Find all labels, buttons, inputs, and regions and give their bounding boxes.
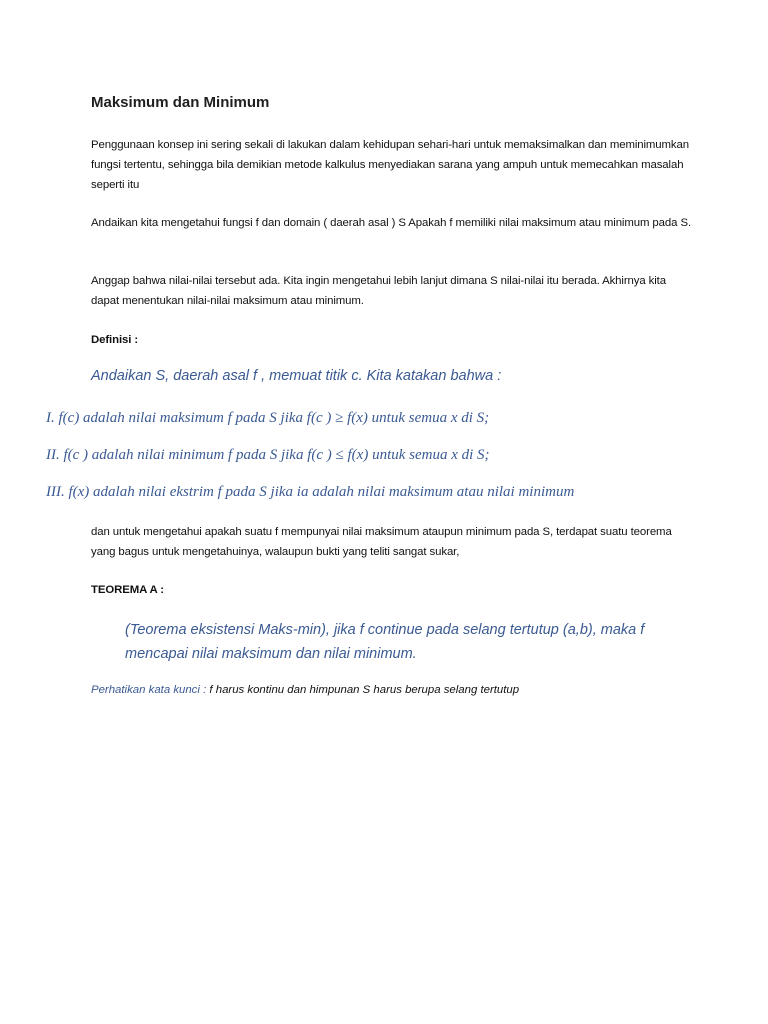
definition-intro: Andaikan S, daerah asal f , memuat titik c. Kita katakan bahwa :: [91, 368, 502, 384]
key-note: [91, 684, 519, 696]
theorem-statement: (Teorema eksistensi Maks-min), jika f continue pada selang tertutup (a,b), maka f mencapai nilai maksimum dan nilai minimum.: [125, 622, 645, 662]
teorema-label: TEOREMA A :: [91, 584, 164, 596]
paragraph-assumption: Anggap bahwa nilai-nilai tersebut ada. Kita ingin mengetahui lebih lanjut dimana S nilai-nilai itu berada. Akhirnya kita dapat menentukan nilai-nilai maksimum atau minimum.: [91, 275, 666, 307]
paragraph-theorem-intro: dan untuk mengetahui apakah suatu f mempunyai nilai maksimum ataupun minimum pada S, terdapat suatu teorema yang bagus untuk mengetahuinya, walaupun bukti yang teliti sangat sukar,: [91, 526, 672, 558]
paragraph-intro: Penggunaan konsep ini sering sekali di lakukan dalam kehidupan sehari-hari untuk memaksimalkan dan meminimumkan fungsi tertentu, sehingga bila demikian metode kalkulus menyediakan sarana yang ampuh untuk memecahkan masalah seperti itu: [91, 139, 689, 191]
definition-item-extreme: III. f(x) adalah nilai ekstrim f pada S jika ia adalah nilai maksimum atau nilai minimum: [46, 484, 575, 500]
definition-item-minimum: II. f(c ) adalah nilai minimum f pada S jika f(c ) ≤ f(x) untuk semua x di S;: [46, 447, 490, 463]
definition-item-maximum: I. f(c) adalah nilai maksimum f pada S jika f(c ) ≥ f(x) untuk semua x di S;: [46, 410, 490, 426]
key-note-label: Perhatikan kata kunci :: [91, 684, 207, 696]
definisi-label: Definisi :: [91, 334, 139, 346]
key-note-text: f harus kontinu dan himpunan S harus berupa selang tertutup: [206, 684, 520, 696]
document-title: Maksimum dan Minimum: [91, 94, 270, 111]
paragraph-domain: Andaikan kita mengetahui fungsi f dan domain ( daerah asal ) S Apakah f memiliki nilai maksimum atau minimum pada S.: [91, 217, 692, 229]
